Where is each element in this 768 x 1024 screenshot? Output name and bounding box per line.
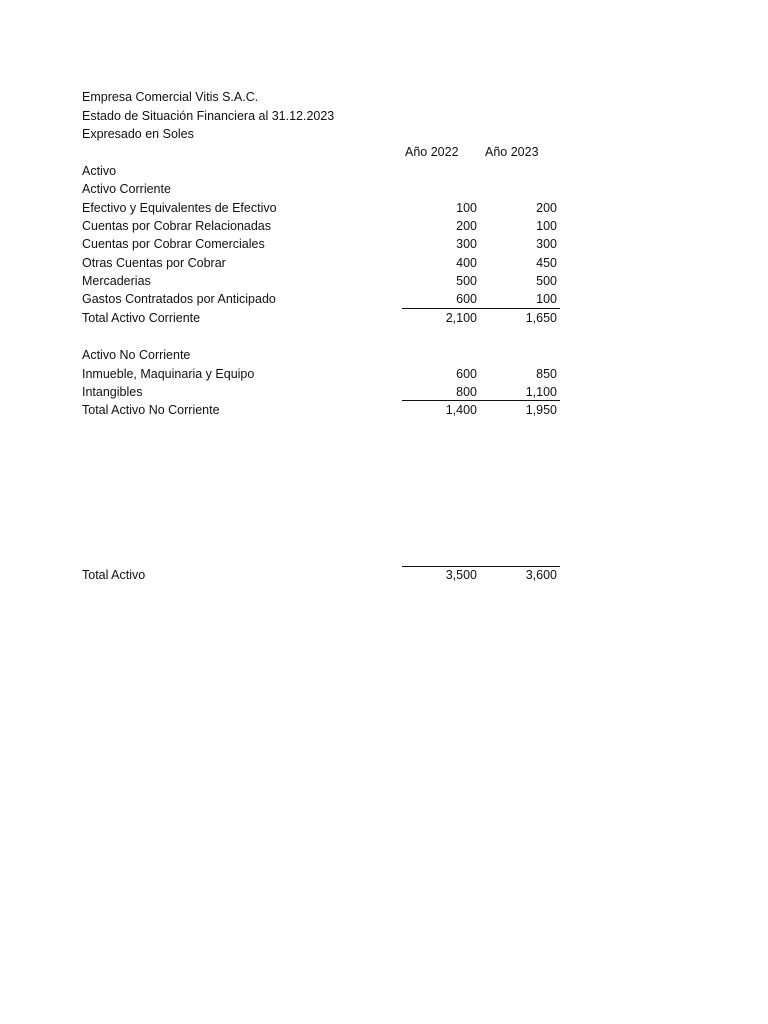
total-activo-value-2023: 3,600: [525, 568, 557, 582]
column-header-2022: Año 2022: [405, 145, 459, 159]
total-value-2022: 1,400: [445, 403, 477, 417]
row-value-2023: 500: [536, 274, 557, 288]
total-value-2023: 1,950: [525, 403, 557, 417]
row-value-2023: 100: [536, 219, 557, 233]
row-value-2022: 300: [456, 237, 477, 251]
total-value-2022: 2,100: [445, 311, 477, 325]
section-activo-no-corriente: Activo No Corriente: [82, 348, 191, 362]
row-value-2022: 600: [456, 292, 477, 306]
row-value-2022: 100: [456, 201, 477, 215]
row-value-2023: 300: [536, 237, 557, 251]
row-value-2022: 800: [456, 385, 477, 399]
total-label: Total Activo No Corriente: [82, 403, 220, 417]
total-activo-label: Total Activo: [82, 568, 146, 582]
section-activo: Activo: [82, 164, 117, 178]
section-activo-corriente: Activo Corriente: [82, 182, 171, 196]
row-label: Gastos Contratados por Anticipado: [82, 292, 276, 306]
row-value-2023: 200: [536, 201, 557, 215]
row-value-2022: 600: [456, 367, 477, 381]
total-activo-value-2022: 3,500: [445, 568, 477, 582]
column-header-2023: Año 2023: [485, 145, 539, 159]
row-label: Cuentas por Cobrar Relacionadas: [82, 219, 271, 233]
row-label: Inmueble, Maquinaria y Equipo: [82, 367, 255, 381]
row-value-2022: 400: [456, 256, 477, 270]
row-label: Intangibles: [82, 385, 143, 399]
row-value-2022: 500: [456, 274, 477, 288]
row-label: Efectivo y Equivalentes de Efectivo: [82, 201, 277, 215]
statement-title: Estado de Situación Financiera al 31.12.2023: [82, 109, 335, 123]
currency-note: Expresado en Soles: [82, 127, 194, 141]
row-value-2023: 450: [536, 256, 557, 270]
row-value-2023: 100: [536, 292, 557, 306]
total-value-2023: 1,650: [525, 311, 557, 325]
row-value-2022: 200: [456, 219, 477, 233]
row-value-2023: 850: [536, 367, 557, 381]
row-label: Mercaderias: [82, 274, 151, 288]
total-label: Total Activo Corriente: [82, 311, 201, 325]
company-name: Empresa Comercial Vitis S.A.C.: [82, 90, 259, 104]
row-label: Cuentas por Cobrar Comerciales: [82, 237, 265, 251]
row-label: Otras Cuentas por Cobrar: [82, 256, 226, 270]
row-value-2023: 1,100: [525, 385, 557, 399]
